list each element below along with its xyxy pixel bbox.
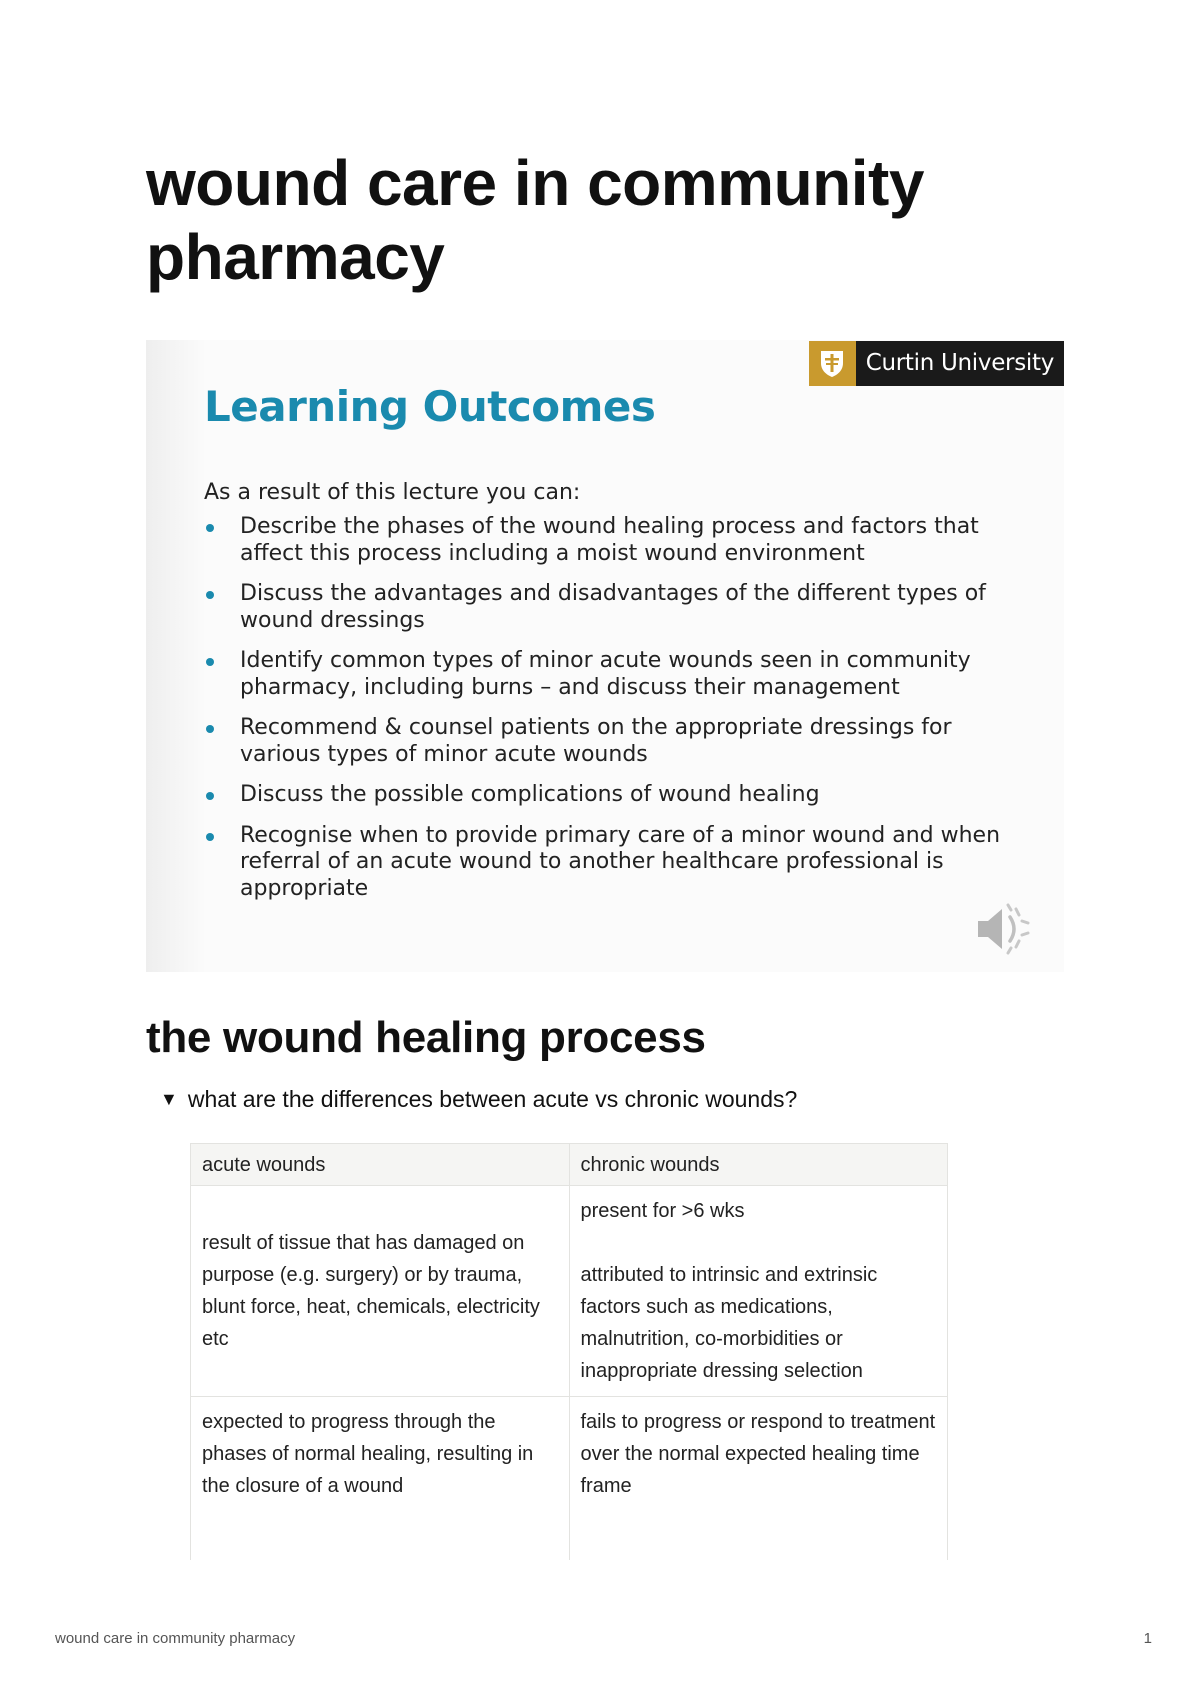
cell-text: attributed to intrinsic and extrinsic factors such as medications, malnutrition, co-morbidities or inappropriate dressing selection: [580, 1264, 878, 1382]
column-header: chronic wounds: [569, 1144, 948, 1186]
outcomes-list: [204, 514, 1004, 916]
list-item: Discuss the advantages and disadvantages of the different types of wound dressings: [204, 581, 1004, 634]
footer-title: wound care in community pharmacy: [55, 1630, 296, 1647]
page-title: wound care in community pharmacy: [146, 147, 924, 293]
cell-text: expected to progress through the phases of normal healing, resulting in the closure of a wound: [202, 1411, 534, 1497]
table-header-row: [191, 1144, 948, 1186]
learning-outcomes-slide-image: [146, 340, 1064, 972]
table-row: [191, 1397, 948, 1561]
slide-intro: As a result of this lecture you can:: [204, 480, 581, 505]
section-heading: the wound healing process: [146, 1013, 706, 1062]
speaker-icon[interactable]: [972, 899, 1034, 964]
list-item: Describe the phases of the wound healing process and factors that affect this process including a moist wound environment: [204, 514, 1004, 567]
cell-text: fails to progress or respond to treatment over the normal expected healing time frame: [580, 1411, 936, 1497]
page-number: 1: [1143, 1630, 1152, 1647]
comparison-table: [190, 1143, 948, 1560]
table-cell: [191, 1186, 570, 1397]
list-item: Discuss the possible complications of wound healing: [204, 782, 1004, 809]
cell-text: result of tissue that has damaged on purpose (e.g. surgery) or by trauma, blunt force, heat, chemicals, electricity etc: [202, 1232, 540, 1350]
table-cell: [569, 1186, 948, 1397]
toggle-label: what are the differences between acute vs chronic wounds?: [187, 1086, 798, 1112]
list-item: Identify common types of minor acute wounds seen in community pharmacy, including burns – and discuss their management: [204, 648, 1004, 701]
table-cell: [569, 1397, 948, 1561]
table-row: [191, 1186, 948, 1397]
table-cell: [191, 1397, 570, 1561]
list-item: Recognise when to provide primary care of a minor wound and when referral of an acute wound to another healthcare professional is appropriate: [204, 823, 1004, 903]
toggle-block[interactable]: [160, 1086, 797, 1113]
list-item: Recommend & counsel patients on the appropriate dressings for various types of minor acute wounds: [204, 715, 1004, 768]
slide-title: Learning Outcomes: [204, 382, 656, 431]
logo-text: Curtin University: [856, 341, 1064, 386]
cell-text: present for >6 wks: [580, 1200, 745, 1222]
column-header: acute wounds: [191, 1144, 570, 1186]
triangle-down-icon[interactable]: ▼: [160, 1089, 178, 1109]
